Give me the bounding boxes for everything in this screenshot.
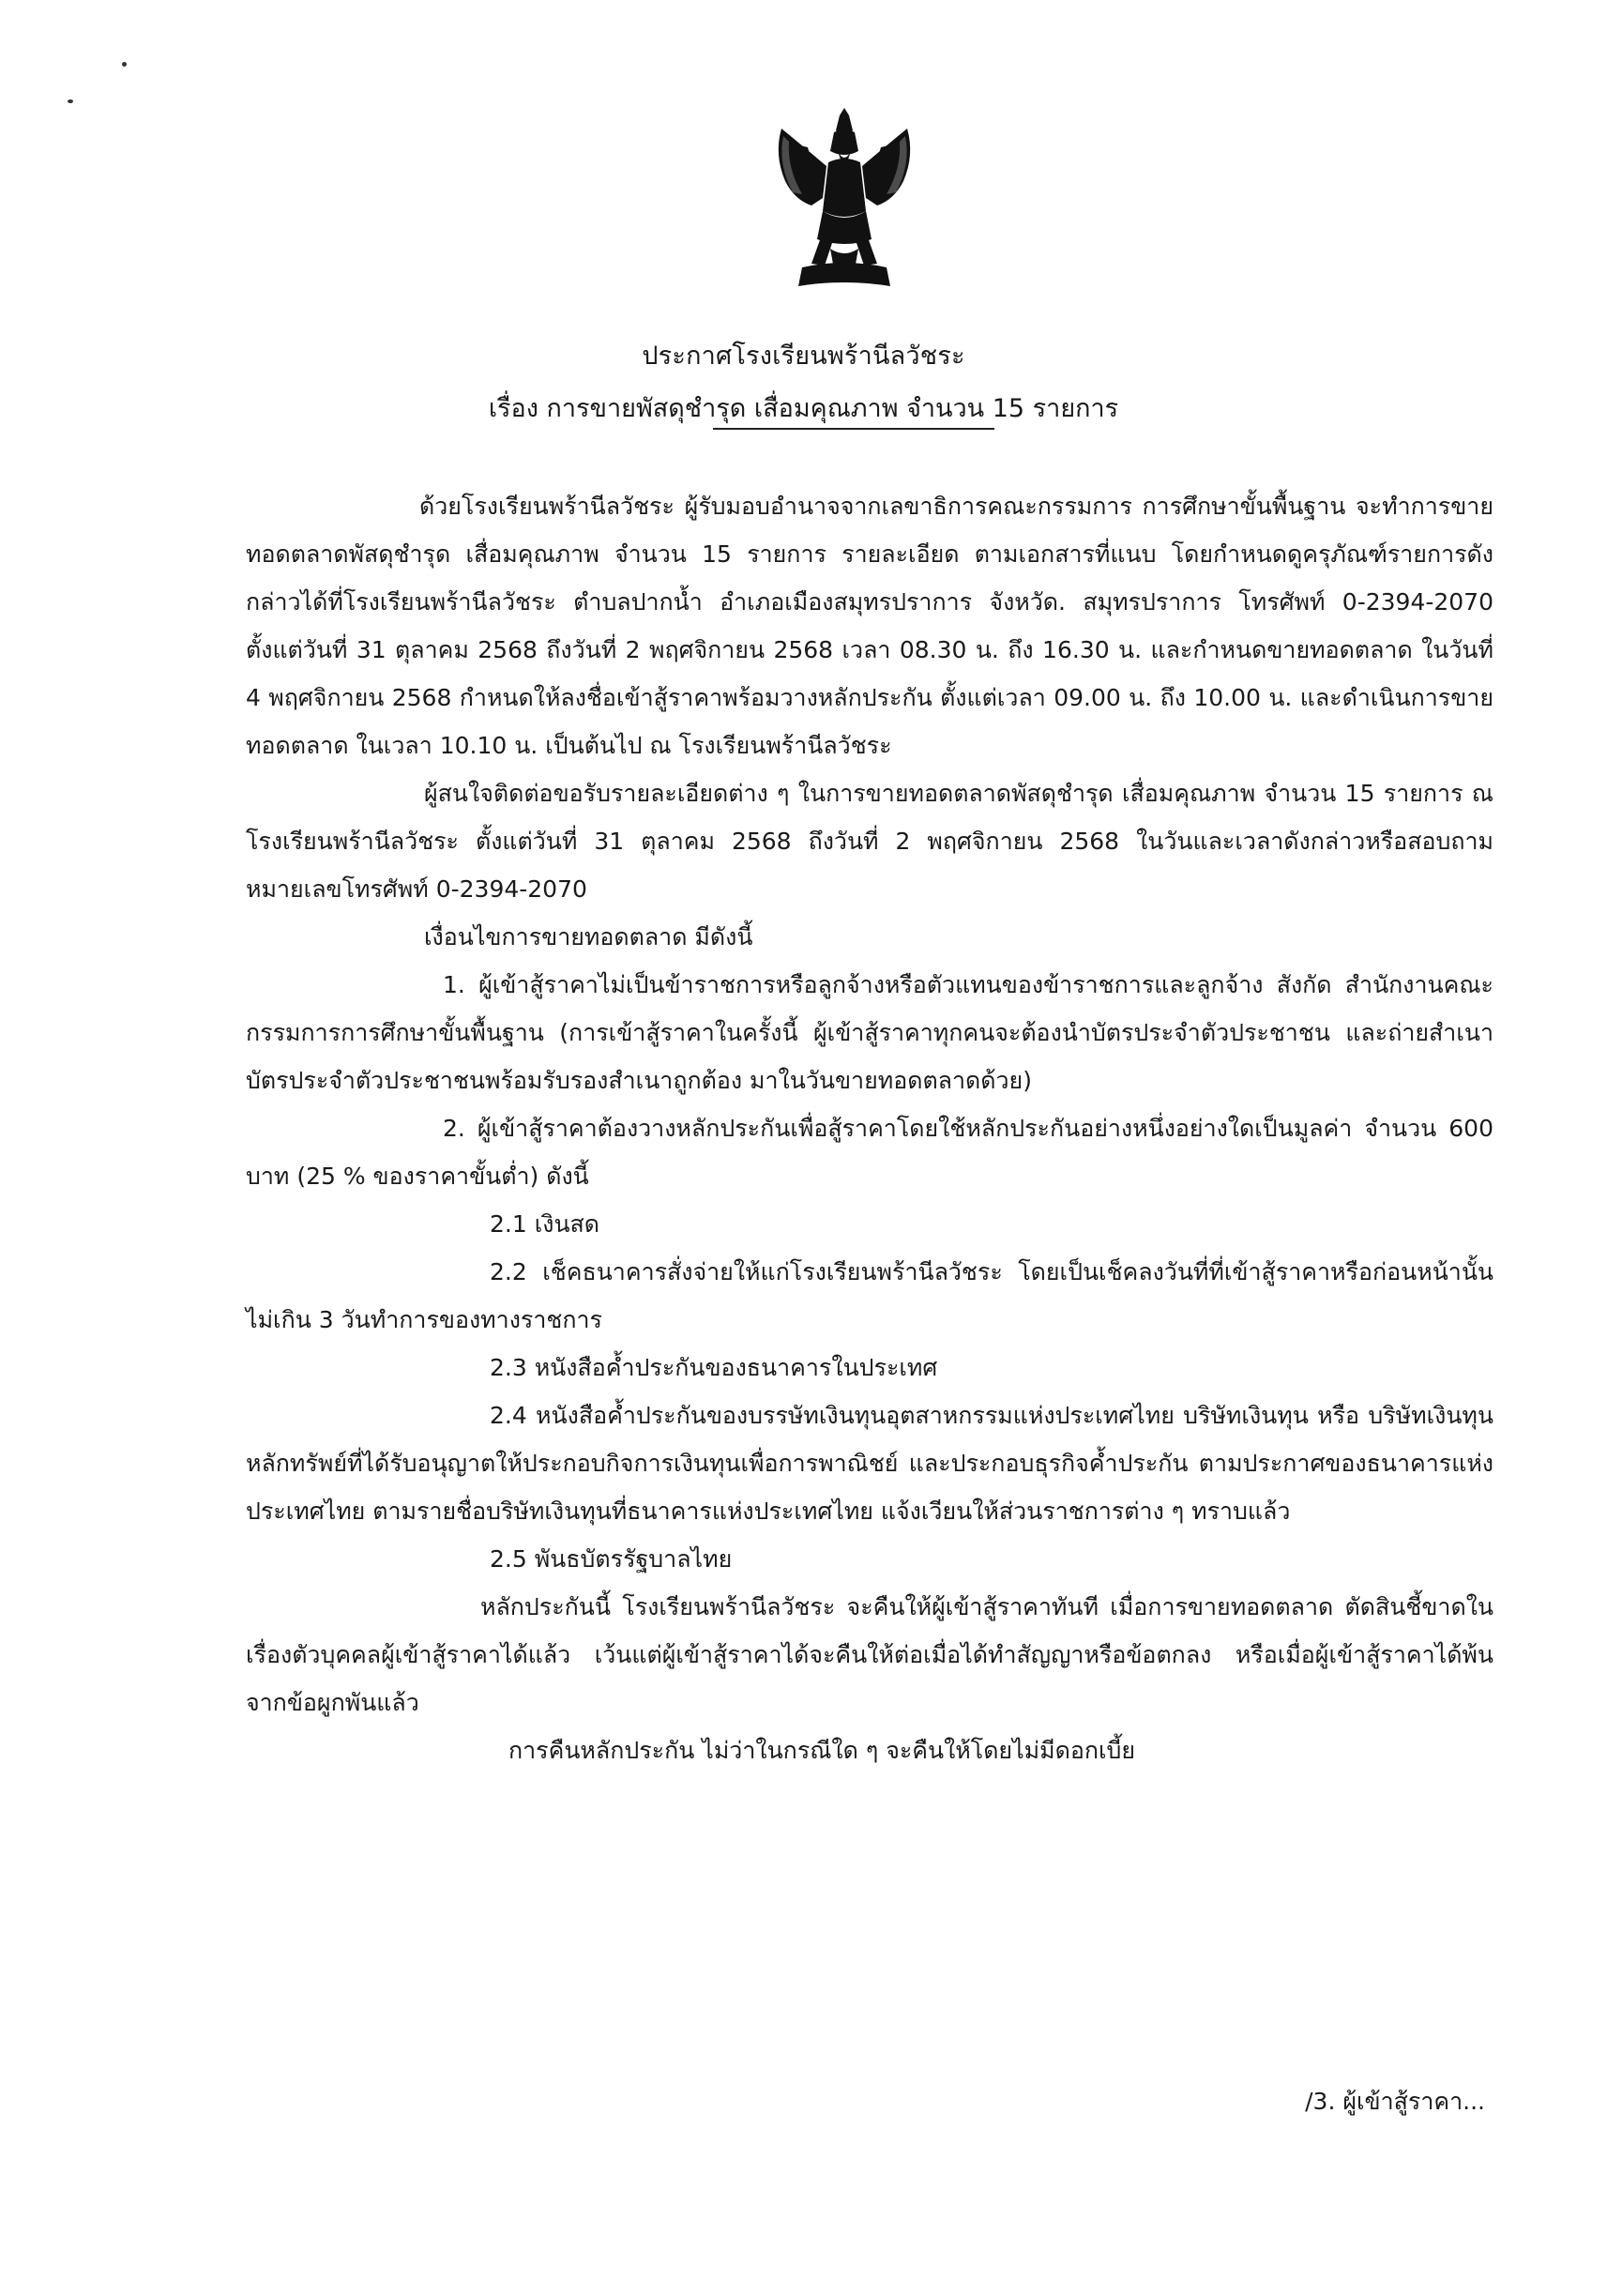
conditions-heading: เงื่อนไขการขายทอดตลาด มีดังนี้: [424, 923, 753, 950]
condition-2: 2. ผู้เข้าสู้ราคาต้องวางหลักประกันเพื่อสู้ราคาโดยใช้หลักประกันอย่างหนึ่งอย่างใดเป็นมูลค่า จำนวน 600 บาท (25 % ของราคาขั้นต่ำ) ดังนี้: [246, 1115, 1493, 1190]
continuation-note: /3. ผู้เข้าสู้ราคา...: [1305, 2088, 1485, 2115]
scan-speck: [122, 62, 127, 67]
condition-item-2-4: 2.4 หนังสือค้ำประกันของบรรษัทเงินทุนอุตสาหกรรมแห่งประเทศไทย บริษัทเงินทุน หรือ บริษัทเงินทุนหลักทรัพย์ที่ได้รับอนุญาตให้ประกอบกิจการเงินทุนเพื่อการพาณิชย์ และประกอบธุรกิจค้ำประกัน ตามประกาศของธนาคารแห่งประเทศไทย ตามรายชื่อบริษัทเงินทุนที่ธนาคารแห่งประเทศไทย แจ้งเวียนให้ส่วนราชการต่าง ๆ ทราบแล้ว: [246, 1402, 1493, 1525]
announcement-body: [246, 482, 1493, 1774]
announcement-subject: เรื่อง การขายพัสดุชำรุด เสื่อมคุณภาพ จำนวน 15 รายการ: [488, 394, 1119, 423]
contact-paragraph: ผู้สนใจติดต่อขอรับรายละเอียดต่าง ๆ ในการขายทอดตลาดพัสดุชำรุด เสื่อมคุณภาพ จำนวน 15 รายการ ณ โรงเรียนพร้านีลวัชระ ตั้งแต่วันที่ 31 ตุลาคม 2568 ถึงวันที่ 2 พฤศจิกายน 2568 ในวันและเวลาดังกล่าวหรือสอบถามหมายเลขโทรศัพท์ 0-2394-2070: [246, 780, 1493, 903]
scan-speck: [68, 99, 73, 103]
announcement-title: ประกาศโรงเรียนพร้านีลวัชระ: [642, 342, 965, 371]
condition-item-2-1: 2.1 เงินสด: [490, 1210, 600, 1238]
condition-1: 1. ผู้เข้าสู้ราคาไม่เป็นข้าราชการหรือลูกจ้างหรือตัวแทนของข้าราชการและลูกจ้าง สังกัด สำนักงานคณะกรรมการการศึกษาขั้นพื้นฐาน (การเข้าสู้ราคาในครั้งนี้ ผู้เข้าสู้ราคาทุกคนจะต้องนำบัตรประจำตัวประชาชน และถ่ายสำเนาบัตรประจำตัวประชาชนพร้อมรับรองสำเนาถูกต้อง มาในวันขายทอดตลาดด้วย): [246, 971, 1493, 1094]
garuda-emblem-icon: [774, 108, 915, 291]
condition-item-2-2: 2.2 เช็คธนาคารสั่งจ่ายให้แก่โรงเรียนพร้านีลวัชระ โดยเป็นเช็คลงวันที่ที่เข้าสู้ราคาหรือก่อนหน้านั้นไม่เกิน 3 วันทำการของทางราชการ: [246, 1258, 1493, 1333]
condition-item-2-3: 2.3 หนังสือค้ำประกันของธนาคารในประเทศ: [490, 1354, 938, 1381]
condition-item-2-5: 2.5 พันธบัตรรัฐบาลไทย: [490, 1545, 733, 1573]
no-interest-paragraph: การคืนหลักประกัน ไม่ว่าในกรณีใด ๆ จะคืนให้โดยไม่มีดอกเบี้ย: [508, 1737, 1136, 1764]
guarantee-return-paragraph: หลักประกันนี้ โรงเรียนพร้านีลวัชระ จะคืนให้ผู้เข้าสู้ราคาทันที เมื่อการขายทอดตลาด ตัดสินชี้ขาดในเรื่องตัวบุคคลผู้เข้าสู้ราคาได้แล้ว เว้นแต่ผู้เข้าสู้ราคาได้จะคืนให้ต่อเมื่อได้ทำสัญญาหรือข้อตกลง หรือเมื่อผู้เข้าสู้ราคาได้พ้นจากข้อผูกพันแล้ว: [246, 1593, 1493, 1716]
intro-paragraph: ด้วยโรงเรียนพร้านีลวัชระ ผู้รับมอบอำนาจจากเลขาธิการคณะกรรมการ การศึกษาขั้นพื้นฐาน จะทำการขายทอดตลาดพัสดุชำรุด เสื่อมคุณภาพ จำนวน 15 รายการ รายละเอียด ตามเอกสารที่แนบ โดยกำหนดดูครุภัณฑ์รายการดังกล่าวได้ที่โรงเรียนพร้านีลวัชระ ตำบลปากน้ำ อำเภอเมืองสมุทรปราการ จังหวัด. สมุทรปราการ โทรศัพท์ 0-2394-2070 ตั้งแต่วันที่ 31 ตุลาคม 2568 ถึงวันที่ 2 พฤศจิกายน 2568 เวลา 08.30 น. ถึง 16.30 น. และกำหนดขายทอดตลาด ในวันที่ 4 พฤศจิกายน 2568 กำหนดให้ลงชื่อเข้าสู้ราคาพร้อมวางหลักประกัน ตั้งแต่เวลา 09.00 น. ถึง 10.00 น. และดำเนินการขายทอดตลาด ในเวลา 10.10 น. เป็นต้นไป ณ โรงเรียนพร้านีลวัชระ: [246, 493, 1493, 759]
subject-underline: [713, 428, 994, 430]
